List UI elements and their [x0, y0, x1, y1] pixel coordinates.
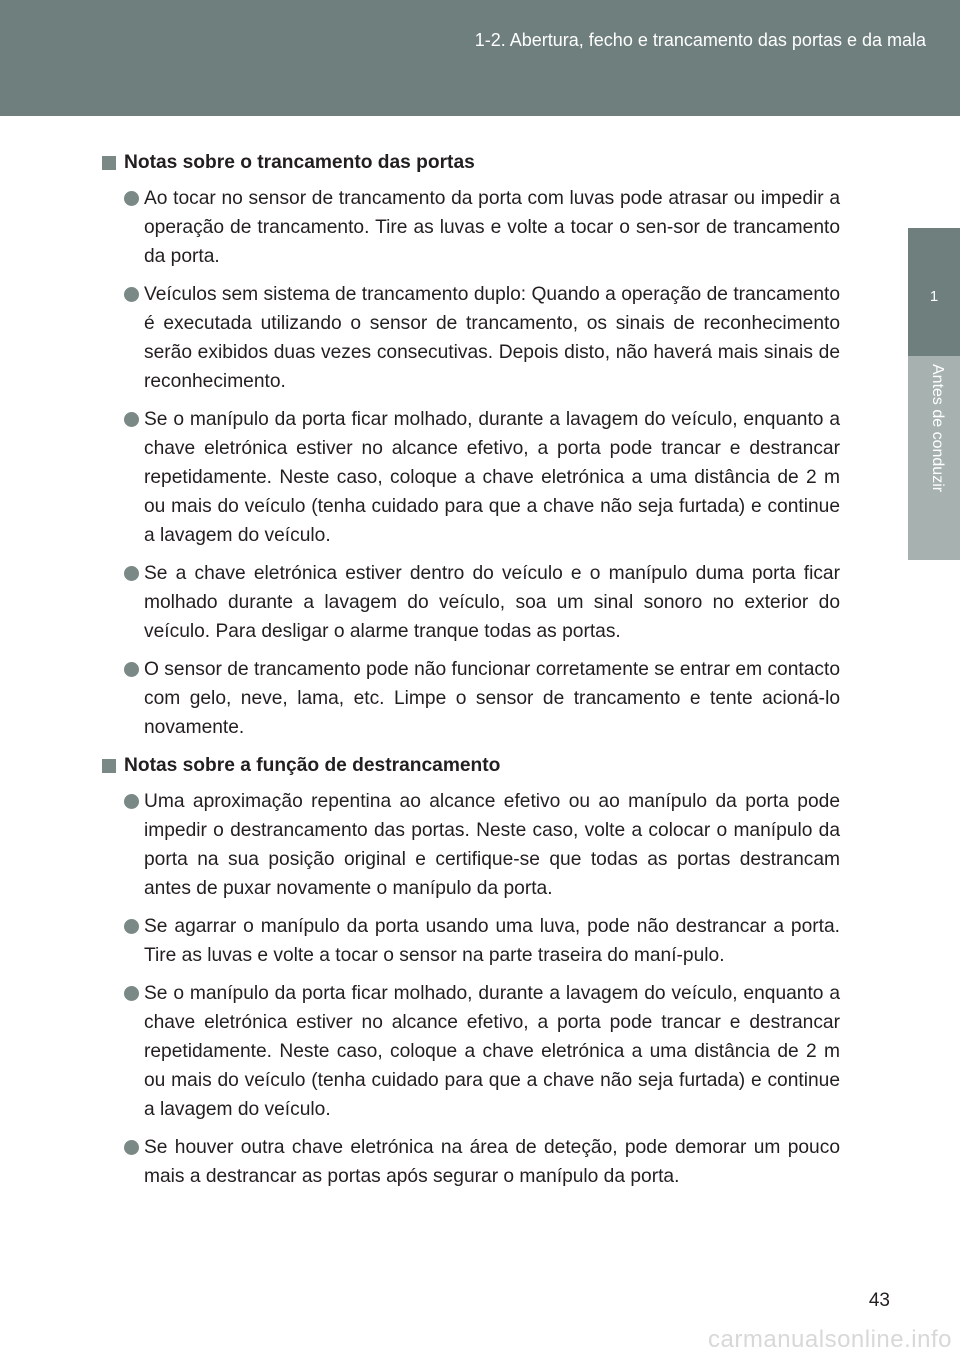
circle-bullet-icon: [124, 566, 139, 581]
chapter-label: Antes de conduzir: [929, 364, 946, 493]
circle-bullet-icon: [124, 794, 139, 809]
watermark-link[interactable]: carmanualsonline.info: [708, 1326, 952, 1353]
section-heading: [102, 751, 840, 780]
circle-bullet-icon: [124, 986, 139, 1001]
list-item-text: Se agarrar o manípulo da porta usando uma luva, pode não destrancar a porta. Tire as luvas e volte a tocar o sensor na parte traseira do maní-pulo.: [144, 916, 840, 966]
list-item: [102, 405, 840, 550]
circle-bullet-icon: [124, 287, 139, 302]
header-band: [0, 0, 960, 116]
list-item: [102, 655, 840, 742]
list-item-text: O sensor de trancamento pode não funcionar corretamente se entrar em contacto com gelo, neve, lama, etc. Limpe o sensor de trancamento e tente acioná-lo novamente.: [144, 659, 840, 738]
list-item-text: Se o manípulo da porta ficar molhado, durante a lavagem do veículo, enquanto a chave eletrónica estiver no alcance efetivo, a porta pode trancar e destrancar repetidamente. Neste caso, coloque a chave eletrónica a uma distância de 2 m ou mais do veículo (tenha cuidado para que a chave não seja furtada) e continue a lavagem do veículo.: [144, 983, 840, 1120]
list-item: [102, 979, 840, 1124]
circle-bullet-icon: [124, 919, 139, 934]
section-heading: [102, 148, 840, 177]
list-item: [102, 1133, 840, 1191]
list-item: [102, 559, 840, 646]
circle-bullet-icon: [124, 1140, 139, 1155]
list-item: [102, 280, 840, 396]
header-title: 1-2. Abertura, fecho e trancamento das portas e da mala: [474, 30, 926, 50]
section-heading-text: Notas sobre a função de destrancamento: [124, 755, 501, 776]
list-item-text: Se o manípulo da porta ficar molhado, durante a lavagem do veículo, enquanto a chave eletrónica estiver no alcance efetivo, a porta pode trancar e destrancar repetidamente. Neste caso, coloque a chave eletrónica a uma distância de 2 m ou mais do veículo (tenha cuidado para que a chave não seja furtada) e continue a lavagem do veículo.: [144, 409, 840, 546]
chapter-number: 1: [929, 288, 939, 305]
page-content: [102, 148, 840, 1200]
section-heading-text: Notas sobre o trancamento das portas: [124, 152, 475, 173]
list-item-text: Veículos sem sistema de trancamento duplo: Quando a operação de trancamento é executada utilizando o sensor de trancamento, os sinais de reconhecimento serão exibidos duas vezes consecutivas. Depois disto, não haverá mais sinais de reconhecimento.: [144, 284, 840, 392]
square-bullet-icon: [102, 156, 116, 170]
list-item-text: Uma aproximação repentina ao alcance efetivo ou ao manípulo da porta pode impedir o destrancamento das portas. Neste caso, volte a colocar o manípulo da porta na sua posição original e certifique-se que todas as portas destrancam antes de puxar novamente o manípulo da porta.: [144, 791, 840, 899]
list-item: [102, 912, 840, 970]
chapter-tab: [908, 228, 960, 356]
list-item-text: Ao tocar no sensor de trancamento da porta com luvas pode atrasar ou impedir a operação de trancamento. Tire as luvas e volte a tocar o sen-sor de trancamento da porta.: [144, 188, 840, 267]
list-item: [102, 184, 840, 271]
circle-bullet-icon: [124, 191, 139, 206]
square-bullet-icon: [102, 759, 116, 773]
circle-bullet-icon: [124, 412, 139, 427]
circle-bullet-icon: [124, 662, 139, 677]
list-item: [102, 787, 840, 903]
list-item-text: Se a chave eletrónica estiver dentro do veículo e o manípulo duma porta ficar molhado durante a lavagem do veículo, soa um sinal sonoro no exterior do veículo. Para desligar o alarme tranque todas as portas.: [144, 563, 840, 642]
page-number: 43: [868, 1290, 890, 1311]
chapter-label-strip: [908, 356, 960, 560]
list-item-text: Se houver outra chave eletrónica na área de deteção, pode demorar um pouco mais a destrancar as portas após segurar o manípulo da porta.: [144, 1137, 840, 1187]
